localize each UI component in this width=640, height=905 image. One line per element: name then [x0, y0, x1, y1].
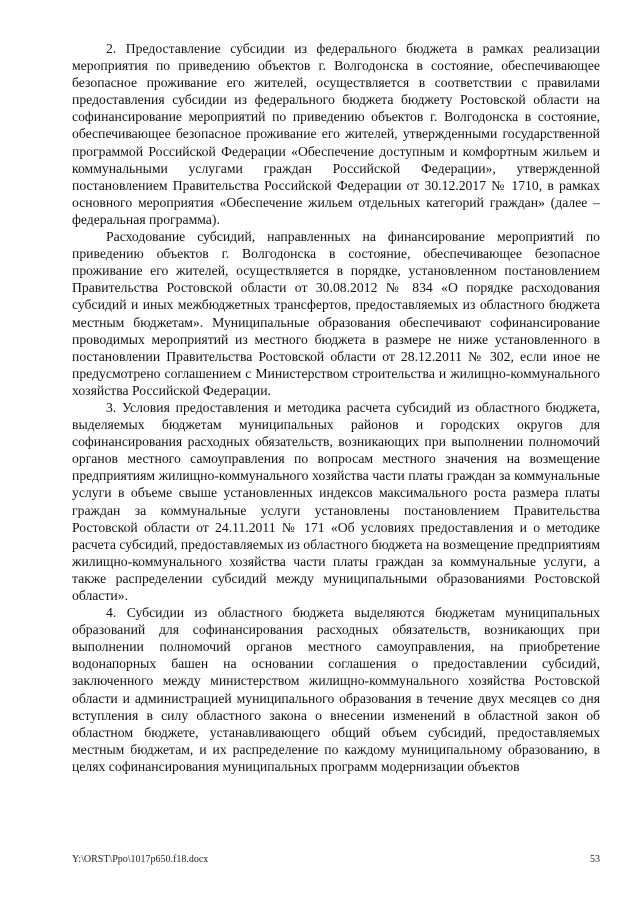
- paragraph-item-3: 3. Условия предоставления и методика расчета субсидий из областного бюджета, выделяемых бюджетам муниципальных районов и городских округов для софинансирования расходных обязательств, возникающих при выполнении полномочий органов местного самоуправления по вопросам местного значения на возмещение предприятиям жилищно-коммунального хозяйства части платы граждан за коммунальные услуги в объеме свыше установленных индексов максимального роста размера платы граждан за коммунальные услуги установлены постановлением Правительства Ростовской области от 24.11.2011 № 171 «Об условиях предоставления и о методике расчета субсидий, предоставляемых из областного бюджета на возмещение предприятиям жилищно-коммунального хозяйства части платы граждан за коммунальные услуги, а также распределении субсидий между муниципальными образованиями Ростовской области».: [72, 399, 600, 603]
- paragraph-item-4: 4. Субсидии из областного бюджета выделяются бюджетам муниципальных образований для софинансирования расходных обязательств, возникающих при выполнении полномочий органов местного самоуправления, на приобретение водонапорных башен на основании соглашения о предоставлении субсидий, заключенного между министерством жилищно-коммунального хозяйства Ростовской области и администрацией муниципального образования в течение двух месяцев со дня вступления в силу областного закона о внесении изменений в областной закон об областном бюджете, устанавливающего общий объем субсидий, предоставляемых местным бюджетам, и их распределение по каждому муниципальному образованию, в целях софинансирования муниципальных программ модернизации объектов: [72, 605, 600, 774]
- footer-file-path: Y:\ORST\Ppo\1017p650.f18.docx: [72, 854, 209, 865]
- paragraph-item-2: 2. Предоставление субсидии из федерального бюджета в рамках реализации мероприятия по приведению объектов г. Волгодонска в состояние, обеспечивающее безопасное проживание его жителей, осуществляется в соответствии с правилами предоставления субсидии из федерального бюджета бюджету Ростовской области на софинансирование мероприятий по приведению объектов г. Волгодонска в состояние, обеспечивающее безопасное проживание его жителей, утвержденными государственной программой Российской Федерации «Обеспечение доступным и комфортным жильем и коммунальными услугами граждан Российской Федерации», утвержденной постановлением Правительства Российской Федерации от 30.12.2017 № 1710, в рамках основного мероприятия «Обеспечение жильем отдельных категорий граждан» (далее – федеральная программа).: [72, 41, 600, 227]
- document-body: [72, 40, 600, 775]
- paragraph-subsidy-spending: Расходование субсидий, направленных на финансирование мероприятий по приведению объектов г. Волгодонска в состояние, обеспечивающее безопасное проживание его жителей, осуществляется в порядке, установленном постановлением Правительства Ростовской области от 30.08.2012 № 834 «О порядке расходования субсидий и иных межбюджетных трансфертов, предоставляемых из областного бюджета местным бюджетам». Муниципальные образования обеспечивают софинансирование проводимых мероприятий из местного бюджета в размере не ниже установленного в постановлении Правительства Ростовской области от 28.12.2011 № 302, если иное не предусмотрено соглашением с Министерством строительства и жилищно-коммунального хозяйства Российской Федерации.: [72, 229, 600, 398]
- page-footer: [72, 854, 600, 868]
- page-number: 53: [590, 854, 600, 865]
